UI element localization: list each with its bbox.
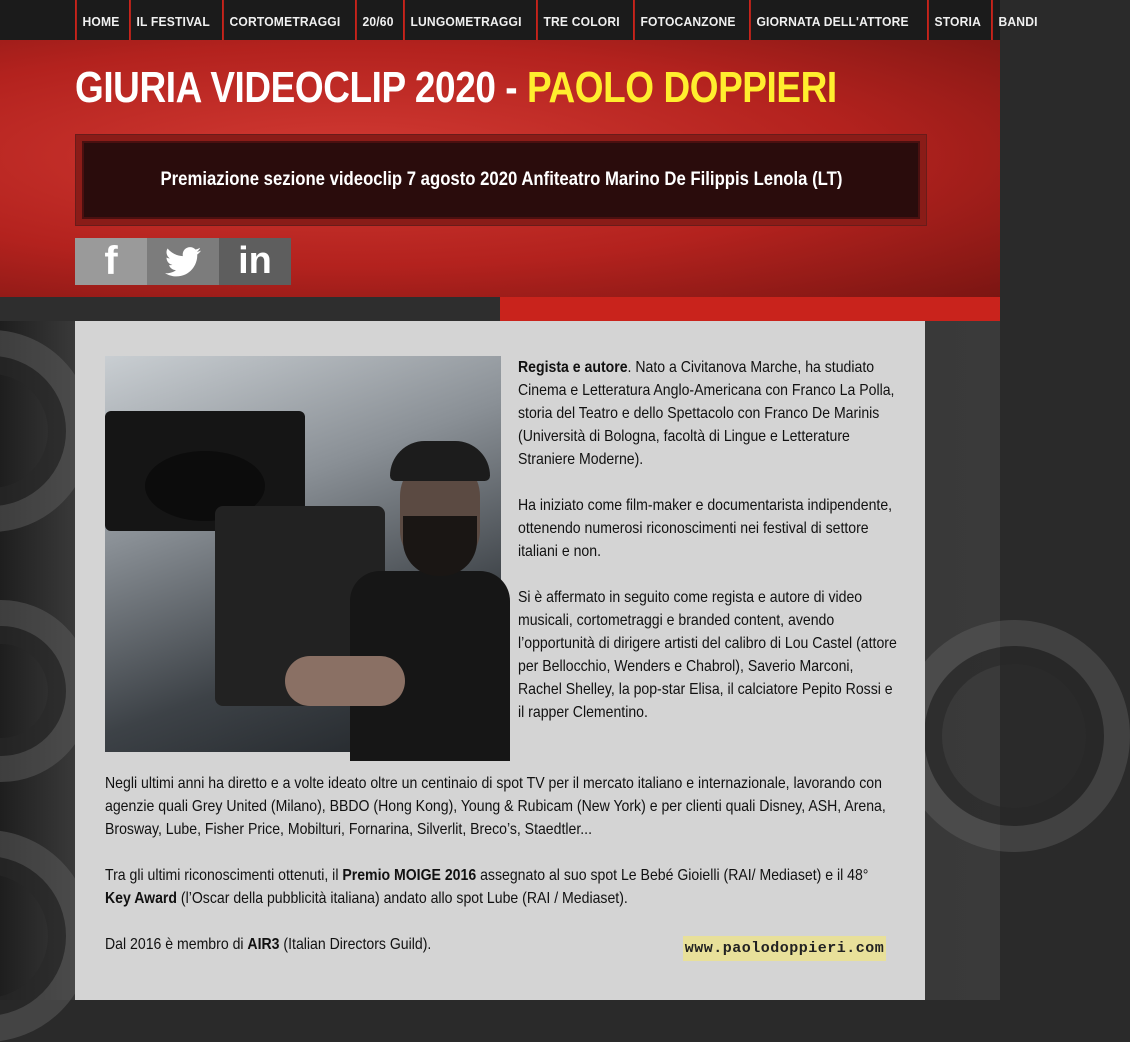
bio-column [518,356,898,747]
bio-p6-guild: AIR3 [247,936,280,953]
bio-p5-award-1: Premio MOIGE 2016 [342,867,477,884]
nav-item-il-festival[interactable]: IL FESTIVAL [129,0,216,40]
content-panel [75,321,925,1000]
nav-item-lungometraggi[interactable]: LUNGOMETRAGGI [403,0,527,40]
bio-p5-award-2: Key Award [105,890,177,907]
facebook-icon: f [104,239,118,283]
nav-item-bandi[interactable]: BANDI [991,0,1043,40]
nav-item-20-60[interactable]: 20/60 [355,0,399,40]
bio-p5-d: (l’Oscar della pubblicità italiana) andato allo spot Lube (RAI / Mediaset). [176,890,628,907]
twitter-icon [165,247,201,277]
subtitle-text: Premiazione sezione videoclip 7 agosto 2020 Anfiteatro Marino De Filippis Lenola (LT) [160,169,842,190]
nav-item-cortometraggi[interactable]: CORTOMETRAGGI [222,0,346,40]
subtitle-box [75,134,927,226]
page-title [75,58,837,118]
bio-paragraph-2: Ha iniziato come film-maker e documentarista indipendente, ottenendo numerosi riconoscimenti nei festival di settore italiani e non. [518,497,893,560]
nav-items [75,0,1047,40]
divider-band-dark [0,297,500,321]
bio-column-inner [518,356,898,747]
film-reel-decoration [898,620,1130,852]
nav-item-fotocanzone[interactable]: FOTOCANZONE [633,0,741,40]
bio-paragraph-1 [518,356,898,471]
photo-beard-shape [403,516,477,576]
photo-cap-shape [390,441,490,481]
facebook-share-button[interactable] [75,238,147,285]
divider-band-red [500,297,1000,321]
twitter-share-button[interactable] [147,238,219,285]
bio-p6-c: (Italian Directors Guild). [279,936,432,953]
social-share-bar [75,238,291,285]
director-photo [105,356,501,752]
linkedin-icon: in [238,240,272,282]
bio-p6-a: Dal 2016 è membro di [105,936,248,953]
linkedin-share-button[interactable] [219,238,291,285]
bio-paragraph-1-text: . Nato a Civitanova Marche, ha studiato Cinema e Letteratura Anglo-Americana con Franco La Polla, storia del Teatro e dello Spettacolo con Franco De Marinis (Università di Bologna, facoltà di Lingue e Letterature Straniere Moderne). [518,359,895,468]
bio-role: Regista e autore [518,359,628,376]
nav-item-home[interactable]: HOME [75,0,125,40]
page-title-prefix: GIURIA VIDEOCLIP 2020 - [75,63,528,112]
bio-paragraph-5 [105,864,895,910]
subtitle-inner [84,143,918,217]
bio-p5-c: assegnato al suo spot Le Bebé Gioielli (RAI/ Mediaset) e il 48° [476,867,869,884]
photo-arm-shape [285,656,405,706]
nav-item-tre-colori[interactable]: TRE COLORI [536,0,625,40]
bio-paragraph-3: Si è affermato in seguito come regista e autore di video musicali, cortometraggi e branded content, avendo l’opportunità di dirigere artisti del calibro di Lou Castel (attore per Bellocchio, Wenders e Chabrol), Saverio Marconi, Rachel Shelley, la pop-star Elisa, il calciatore Pepito Rossi e il rapper Clementino. [518,589,897,721]
main-nav [0,0,1038,40]
nav-item-giornata-dell-attore[interactable]: GIORNATA DELL'ATTORE [749,0,914,40]
website-link[interactable]: www.paolodoppieri.com [683,936,886,961]
bio-p5-a: Tra gli ultimi riconoscimenti ottenuti, il [105,867,343,884]
nav-item-storia[interactable]: STORIA [927,0,987,40]
page-title-name: PAOLO DOPPIERI [527,63,837,112]
bio-paragraph-4: Negli ultimi anni ha diretto e a volte ideato oltre un centinaio di spot TV per il mercato italiano e internazionale, lavorando con agenzie quali Grey United (Milano), BBDO (Hong Kong), Young & Rubicam (New York) e per clienti quali Disney, ASH, Arena, Brosway, Lube, Fisher Price, Mobilturi, Fornarina, Silverlit, Breco’s, Staedtler... [105,775,886,838]
